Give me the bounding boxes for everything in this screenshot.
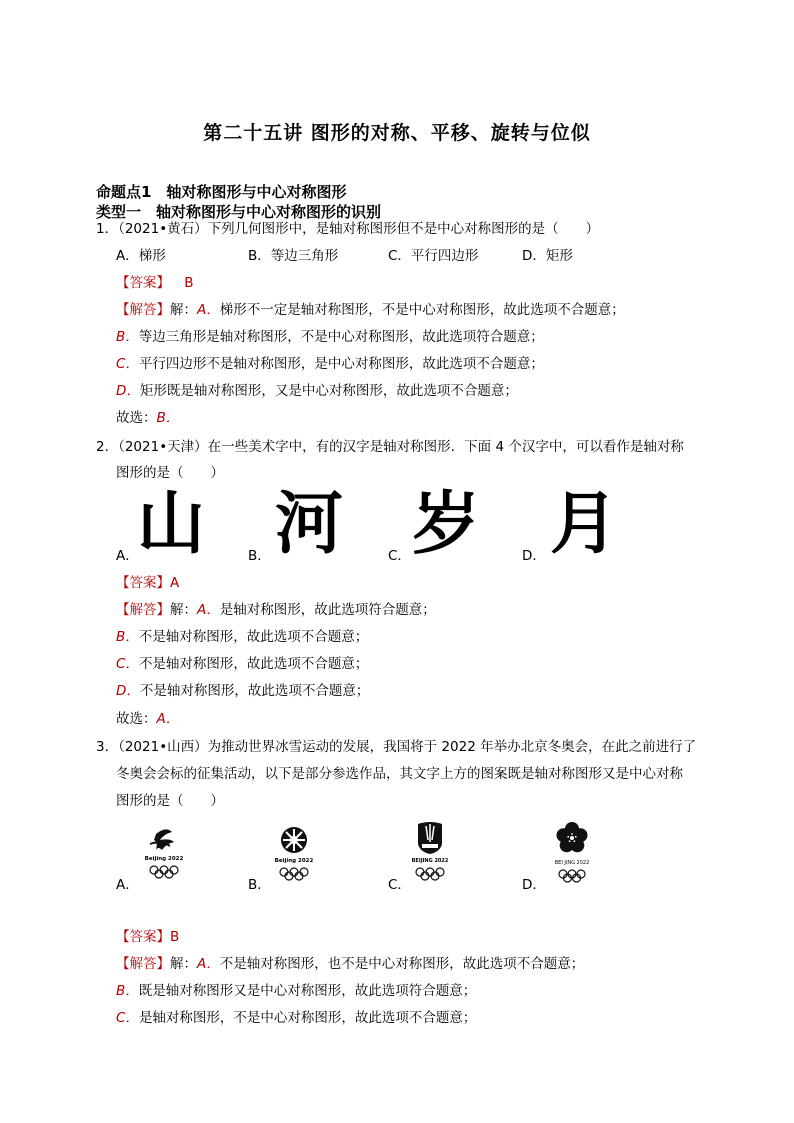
q2-option-d-character: 月 <box>550 484 619 564</box>
q1-stem: 1．（2021•黄石）下列几何图形中，是轴对称图形但不是中心对称图形的是（ ） <box>96 221 600 237</box>
analysis-label: 【解答】 <box>116 302 170 318</box>
q3-option-c-label: C． <box>388 877 411 893</box>
q2-answer <box>116 570 179 596</box>
answer-value: A <box>170 575 180 591</box>
q2-option-c-character: 岁 <box>412 484 481 564</box>
analysis-text: 不是轴对称图形，故此选项不合题意； <box>139 683 370 699</box>
analysis-text: 不是轴对称图形，也不是中心对称图形，故此选项不合题意； <box>219 956 585 972</box>
analysis-text: 矩形既是轴对称图形，又是中心对称图形，故此选项不合题意； <box>139 383 518 399</box>
logo-caption: BEIJING 2022 <box>411 858 449 864</box>
q3-option-d-label: D． <box>522 877 546 893</box>
option-ref: A． <box>197 602 220 618</box>
analysis-text: 是轴对称图形，不是中心对称图形，故此选项不合题意； <box>138 1010 477 1026</box>
q1-option-a: A．梯形 <box>116 248 166 264</box>
q3-analysis-line-1 <box>116 951 584 977</box>
option-ref: D． <box>116 383 140 399</box>
answer-label: 【答案】 <box>116 275 170 291</box>
q2-conclusion <box>116 706 179 732</box>
analysis-prefix: 解： <box>170 956 197 972</box>
q3-option-b-label: B． <box>248 877 271 893</box>
q2-option-c-label: C． <box>388 548 411 564</box>
q3-analysis-line-3 <box>116 1005 476 1031</box>
q3-logo-a <box>140 822 188 884</box>
conclusion-option: A． <box>156 711 180 727</box>
analysis-text: 梯形不一定是轴对称图形，不是中心对称图形，故此选项不合题意； <box>219 302 625 318</box>
page-title: 第二十五讲 图形的对称、平移、旋转与位似 <box>203 122 591 144</box>
q1-option-c: C．平行四边形 <box>388 248 479 264</box>
option-ref: A． <box>197 302 220 318</box>
q2-analysis-line-4 <box>116 678 369 704</box>
logo-caption: Beijing 2022 <box>274 858 314 864</box>
answer-value: B <box>170 929 180 945</box>
q3-stem-line-2: 冬奥会会标的征集活动，以下是部分参选作品，其文字上方的图案既是轴对称图形又是中心对称 <box>116 766 683 782</box>
q2-option-d-label: D． <box>522 548 546 564</box>
q1-analysis-line-2 <box>116 324 544 350</box>
q1-option-d: D．矩形 <box>522 248 573 264</box>
option-ref: C． <box>116 656 139 672</box>
analysis-prefix: 解： <box>170 602 197 618</box>
option-ref: B． <box>116 329 139 345</box>
analysis-text: 不是轴对称图形，故此选项不合题意； <box>138 629 369 645</box>
q1-conclusion <box>116 405 179 431</box>
q1-answer <box>116 270 194 296</box>
q3-logo-d <box>544 820 600 884</box>
logo-caption: Beijing 2022 <box>144 856 184 862</box>
q2-option-a-label: A． <box>116 548 139 564</box>
section-heading: 命题点1 轴对称图形与中心对称图形 <box>96 183 347 201</box>
q2-stem-line-2: 图形的是（ ） <box>116 465 224 481</box>
q3-option-a-label: A． <box>116 877 139 893</box>
q2-option-a-character: 山 <box>137 484 206 564</box>
conclusion-label: 故选： <box>116 711 157 727</box>
q2-analysis-line-3 <box>116 651 368 677</box>
option-ref: C． <box>116 356 139 372</box>
analysis-text: 是轴对称图形，故此选项符合题意； <box>219 602 436 618</box>
analysis-text: 不是轴对称图形，故此选项不合题意； <box>138 656 369 672</box>
option-ref: D． <box>116 683 140 699</box>
option-ref: B． <box>116 629 139 645</box>
analysis-text: 等边三角形是轴对称图形，不是中心对称图形，故此选项符合题意； <box>138 329 544 345</box>
q3-logo-c <box>406 820 454 884</box>
q2-option-b-label: B． <box>248 548 271 564</box>
q2-option-b-character: 河 <box>275 484 344 564</box>
conclusion-option: B． <box>156 410 180 426</box>
q3-answer <box>116 924 179 950</box>
option-ref: A． <box>197 956 220 972</box>
analysis-label: 【解答】 <box>116 956 170 972</box>
analysis-label: 【解答】 <box>116 602 170 618</box>
answer-label: 【答案】 <box>116 929 170 945</box>
q1-analysis-line-3 <box>116 351 544 377</box>
q2-analysis-line-1 <box>116 597 436 623</box>
answer-label: 【答案】 <box>116 575 170 591</box>
analysis-text: 既是轴对称图形又是中心对称图形，故此选项符合题意； <box>138 983 477 999</box>
q3-stem-line-1: 3．（2021•山西）为推动世界冰雪运动的发展，我国将于 2022 年举办北京冬奥会，在此之前进行了 <box>96 739 697 755</box>
section-type: 类型一 轴对称图形与中心对称图形的识别 <box>96 203 382 221</box>
q2-stem-line-1: 2．（2021•天津）在一些美术字中，有的汉字是轴对称图形．下面 4 个汉字中，可以看作是轴对称 <box>96 439 684 455</box>
logo-caption: BEI JING 2022 <box>554 860 590 866</box>
q3-stem-line-3: 图形的是（ ） <box>116 793 224 809</box>
q3-logo-b <box>270 822 318 884</box>
q3-analysis-line-2 <box>116 978 476 1004</box>
conclusion-label: 故选： <box>116 410 157 426</box>
analysis-prefix: 解： <box>170 302 197 318</box>
answer-value: B <box>184 275 194 291</box>
option-ref: B． <box>116 983 139 999</box>
q1-analysis-line-4 <box>116 378 518 404</box>
q1-option-b: B．等边三角形 <box>248 248 339 264</box>
option-ref: C． <box>116 1010 139 1026</box>
analysis-text: 平行四边形不是轴对称图形，是中心对称图形，故此选项不合题意； <box>138 356 544 372</box>
q2-analysis-line-2 <box>116 624 368 650</box>
q1-analysis-line-1 <box>116 297 625 323</box>
